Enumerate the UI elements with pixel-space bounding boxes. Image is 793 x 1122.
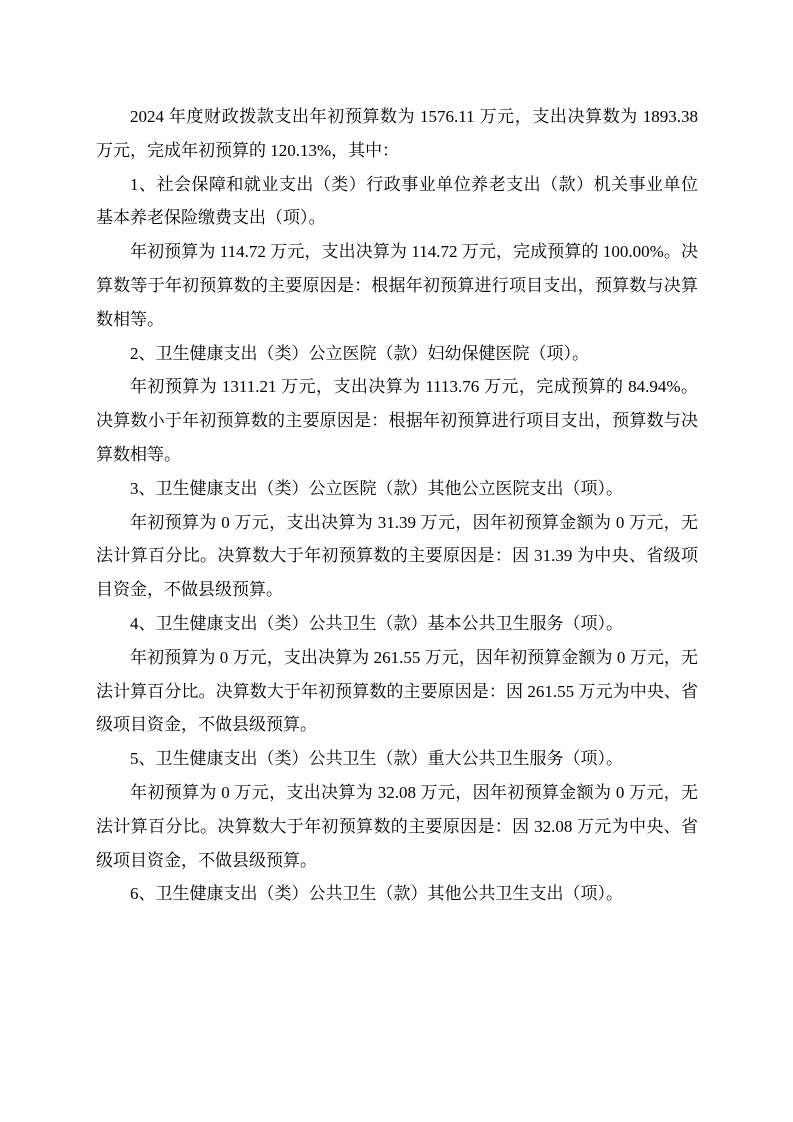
paragraph-item-5-detail: 年初预算为 0 万元，支出决算为 32.08 万元，因年初预算金额为 0 万元，无法计算百分比。决算数大于年初预算数的主要原因是：因 32.08 万元为中央、省级项目资金，不做县级预算。 xyxy=(96,782,698,870)
document-body xyxy=(96,100,698,911)
paragraph-intro: 2024 年度财政拨款支出年初预算数为 1576.11 万元，支出决算数为 1893.38 万元，完成年初预算的 120.13%，其中： xyxy=(96,107,698,160)
paragraph-item-1-detail: 年初预算为 114.72 万元，支出决算为 114.72 万元，完成预算的 100.00%。决算数等于年初预算数的主要原因是：根据年初预算进行项目支出，预算数与决算数相等。 xyxy=(96,242,698,329)
paragraph-item-2-detail: 年初预算为 1311.21 万元，支出决算为 1113.76 万元，完成预算的 84.94%。决算数小于年初预算数的主要原因是：根据年初预算进行项目支出，预算数与决算数相等。 xyxy=(96,377,698,464)
paragraph-item-4-detail: 年初预算为 0 万元，支出决算为 261.55 万元，因年初预算金额为 0 万元，无法计算百分比。决算数大于年初预算数的主要原因是：因 261.55 万元为中央、省级项目资金，不做县级预算。 xyxy=(96,647,698,735)
paragraph-item-3-title: 3、卫生健康支出（类）公立医院（款）其他公立医院支出（项）。 xyxy=(130,478,623,498)
paragraph-item-1-title: 1、社会保障和就业支出（类）行政事业单位养老支出（款）机关事业单位基本养老保险缴费支出（项）。 xyxy=(96,174,698,228)
paragraph-item-3-detail: 年初预算为 0 万元，支出决算为 31.39 万元，因年初预算金额为 0 万元，无法计算百分比。决算数大于年初预算数的主要原因是：因 31.39 为中央、省级项目资金，不做县级预算。 xyxy=(96,512,698,600)
paragraph-item-5-title: 5、卫生健康支出（类）公共卫生（款）重大公共卫生服务（项）。 xyxy=(130,749,623,769)
paragraph-item-2-title: 2、卫生健康支出（类）公立医院（款）妇幼保健医院（项）。 xyxy=(130,343,589,363)
paragraph-item-6-title: 6、卫生健康支出（类）公共卫生（款）其他公共卫生支出（项）。 xyxy=(130,884,623,904)
paragraph-item-4-title: 4、卫生健康支出（类）公共卫生（款）基本公共卫生服务（项）。 xyxy=(130,613,623,633)
